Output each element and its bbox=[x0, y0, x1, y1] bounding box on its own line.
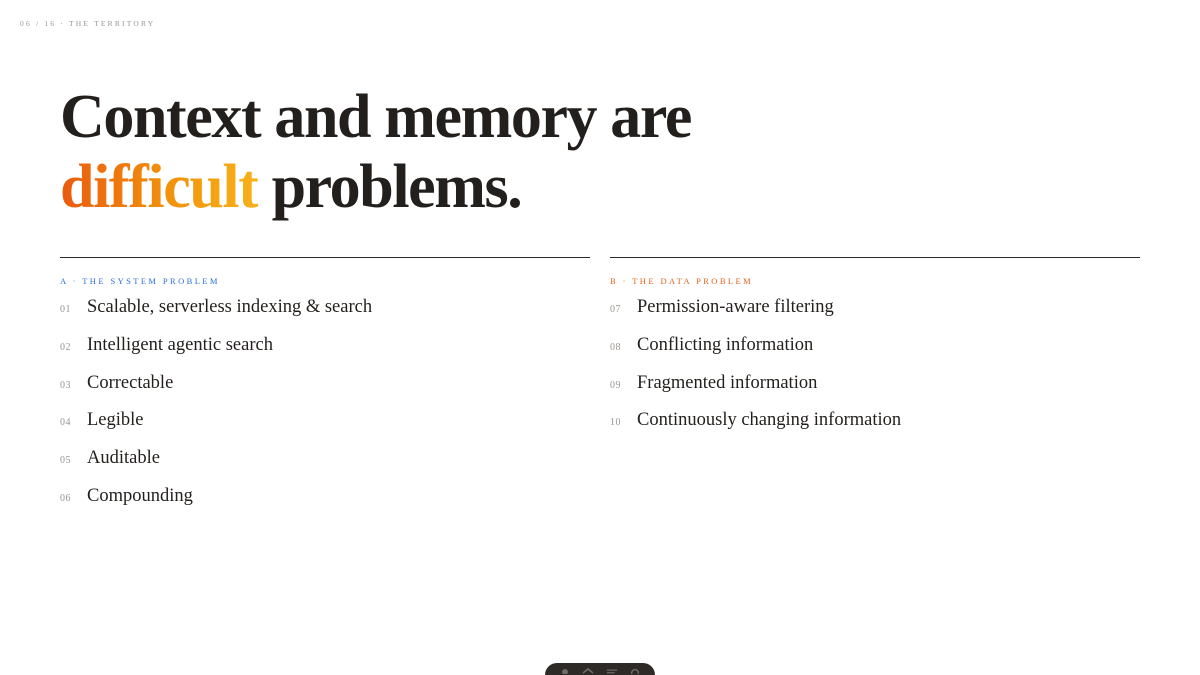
title-accent-word: difficult bbox=[60, 153, 258, 221]
list-item bbox=[60, 335, 590, 373]
item-text: Legible bbox=[87, 410, 144, 431]
system-problem-label: A · THE SYSTEM PROBLEM bbox=[60, 276, 220, 286]
item-number: 03 bbox=[60, 379, 71, 391]
list-item bbox=[60, 373, 590, 411]
data-problem-label: B · THE DATA PROBLEM bbox=[610, 276, 754, 286]
item-text: Continuously changing information bbox=[637, 410, 902, 431]
item-text: Correctable bbox=[87, 372, 174, 393]
list-item bbox=[610, 410, 1140, 448]
item-number: 08 bbox=[610, 341, 621, 353]
column-divider bbox=[610, 257, 1140, 258]
item-number: 09 bbox=[610, 379, 621, 391]
circle-button[interactable] bbox=[629, 667, 641, 675]
item-text: Auditable bbox=[87, 448, 160, 469]
item-number: 06 bbox=[60, 492, 71, 504]
data-problem-list bbox=[610, 297, 1140, 448]
presentation-toolbar bbox=[545, 663, 655, 675]
item-number: 02 bbox=[60, 341, 71, 353]
item-text: Permission-aware filtering bbox=[637, 297, 834, 317]
item-text: Conflicting information bbox=[637, 334, 814, 355]
title-line-1: Context and memory are bbox=[60, 83, 691, 151]
item-number: 05 bbox=[60, 455, 71, 467]
eraser-button[interactable] bbox=[582, 667, 594, 675]
circle-icon bbox=[630, 668, 640, 674]
menu-icon bbox=[606, 668, 618, 674]
page-title bbox=[60, 82, 691, 222]
data-problem-column bbox=[610, 257, 1140, 448]
list-item bbox=[60, 410, 590, 448]
list-item bbox=[610, 373, 1140, 411]
item-text: Intelligent agentic search bbox=[87, 334, 273, 355]
list-item bbox=[60, 486, 590, 524]
system-problem-list bbox=[60, 297, 590, 524]
column-divider bbox=[60, 257, 590, 258]
item-text: Scalable, serverless indexing & search bbox=[87, 297, 373, 317]
list-item bbox=[60, 448, 590, 486]
list-item bbox=[610, 297, 1140, 335]
item-text: Compounding bbox=[87, 485, 193, 506]
item-number: 07 bbox=[610, 304, 621, 315]
item-number: 04 bbox=[60, 417, 71, 429]
item-number: 01 bbox=[60, 304, 71, 315]
system-problem-column bbox=[60, 257, 590, 524]
eraser-icon bbox=[582, 668, 594, 674]
list-item bbox=[610, 335, 1140, 373]
pencil-icon bbox=[560, 668, 570, 674]
menu-button[interactable] bbox=[606, 667, 618, 675]
list-item bbox=[60, 297, 590, 335]
title-line-2-rest: problems. bbox=[257, 153, 522, 221]
pencil-button[interactable] bbox=[559, 667, 571, 675]
breadcrumb: 06 / 16 · THE TERRITORY bbox=[20, 19, 156, 28]
item-text: Fragmented information bbox=[637, 372, 818, 393]
item-number: 10 bbox=[610, 417, 621, 429]
